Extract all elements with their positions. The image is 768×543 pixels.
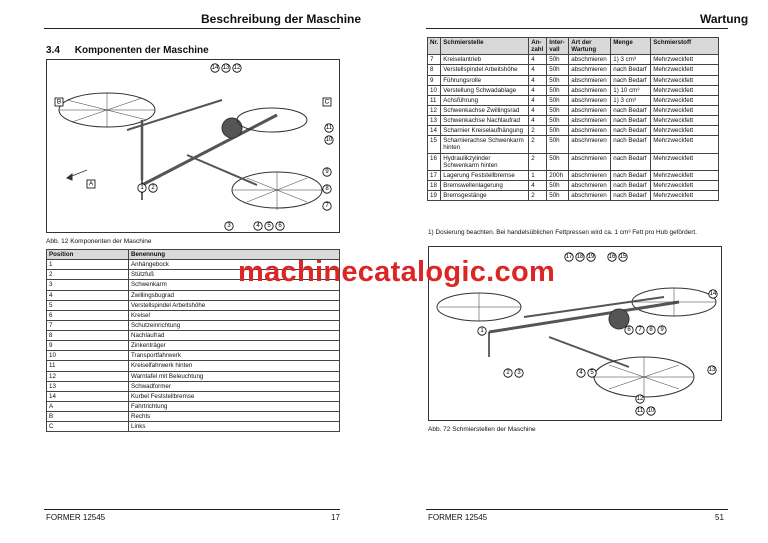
footer-model: FORMER 12545 (46, 513, 106, 522)
machine-drawing (47, 60, 341, 234)
header-rule (44, 28, 340, 29)
svg-text:10: 10 (325, 137, 333, 143)
callout-8 (323, 185, 331, 193)
box-label-a (87, 180, 95, 188)
callout-4 (254, 222, 262, 230)
callout-16 (608, 253, 616, 261)
callout-12 (233, 64, 241, 72)
table-cell: 7 (47, 320, 129, 330)
table-row (47, 422, 340, 432)
table-row (47, 300, 340, 310)
table-row (428, 170, 719, 180)
svg-text:9: 9 (660, 327, 664, 333)
svg-text:A: A (88, 180, 94, 188)
svg-text:6: 6 (278, 223, 282, 229)
table-cell: 4 (529, 116, 547, 126)
callout-8 (647, 326, 655, 334)
table-cell: Anhängebock (129, 260, 340, 270)
svg-text:13: 13 (222, 65, 230, 71)
section-heading (46, 45, 209, 56)
svg-text:3: 3 (227, 223, 231, 229)
table-cell: abschmieren (569, 105, 611, 115)
table-cell: 4 (529, 95, 547, 105)
table-cell: abschmieren (569, 170, 611, 180)
svg-text:12: 12 (636, 396, 644, 402)
table-cell: 10 (47, 351, 129, 361)
table-cell: 1) 3 cm³ (611, 95, 651, 105)
table-cell: 50h (547, 191, 569, 201)
table-cell: 8 (47, 331, 129, 341)
table-cell: abschmieren (569, 65, 611, 75)
svg-text:19: 19 (587, 254, 595, 260)
table-cell: 50h (547, 116, 569, 126)
table-cell: 2 (47, 270, 129, 280)
table-cell: 1 (47, 260, 129, 270)
callout-11 (636, 407, 644, 415)
table-cell: C (47, 422, 129, 432)
table-cell: Mehrzweckfett (651, 55, 719, 65)
table-cell: Kurbel Feststellbremse (129, 391, 340, 401)
svg-text:7: 7 (325, 203, 329, 209)
table-cell: 15 (428, 136, 441, 153)
table-cell: 8 (428, 65, 441, 75)
callout-9 (323, 168, 331, 176)
table-cell: 2 (529, 153, 547, 170)
table-cell: Mehrzweckfett (651, 65, 719, 75)
table-cell: 50h (547, 65, 569, 75)
table-cell: B (47, 412, 129, 422)
column-header-schmierstelle: Schmierstelle (441, 38, 529, 55)
svg-text:5: 5 (590, 370, 594, 376)
table-cell: nach Bedarf (611, 75, 651, 85)
table-cell: Mehrzweckfett (651, 170, 719, 180)
table-cell: Rechts (129, 412, 340, 422)
table-cell: 13 (428, 116, 441, 126)
table-row (428, 126, 719, 136)
table-cell: nach Bedarf (611, 180, 651, 190)
column-header-anzahl: An-zahl (529, 38, 547, 55)
table-cell: Mehrzweckfett (651, 153, 719, 170)
table-row (47, 412, 340, 422)
table-cell: Mehrzweckfett (651, 191, 719, 201)
table-cell: nach Bedarf (611, 170, 651, 180)
table-header-row (428, 38, 719, 55)
figure-caption: Abb. 12 Komponenten der Maschine (46, 238, 152, 245)
callout-3 (515, 369, 523, 377)
table-cell: 9 (428, 75, 441, 85)
box-label-c (323, 98, 331, 106)
svg-text:4: 4 (579, 370, 583, 376)
table-cell: 12 (428, 105, 441, 115)
figure-caption: Abb. 72 Schmierstellen der Maschine (428, 426, 536, 433)
column-header-nr: Nr. (428, 38, 441, 55)
table-cell: Mehrzweckfett (651, 95, 719, 105)
callout-4 (577, 369, 585, 377)
table-row (428, 75, 719, 85)
table-cell: Mehrzweckfett (651, 136, 719, 153)
table-cell: 50h (547, 105, 569, 115)
table-row (47, 361, 340, 371)
footer-model: FORMER 12545 (428, 513, 488, 522)
svg-text:8: 8 (325, 186, 329, 192)
table-cell: 50h (547, 136, 569, 153)
table-cell: Bremswellenlagerung (441, 180, 529, 190)
page-header: Wartung (700, 12, 749, 26)
table-cell: 1) 3 cm³ (611, 55, 651, 65)
table-row (428, 116, 719, 126)
table-cell: Schwenkachse Zwillingsrad (441, 105, 529, 115)
svg-text:16: 16 (608, 254, 616, 260)
callout-1 (478, 327, 486, 335)
table-cell: Verstellung Schwadablage (441, 85, 529, 95)
page-number: 51 (715, 513, 724, 522)
table-cell: Scharnier Kreiselaufhängung (441, 126, 529, 136)
table-cell: 1 (529, 170, 547, 180)
table-row (47, 341, 340, 351)
column-header-position: Position (47, 250, 129, 260)
table-row (47, 391, 340, 401)
table-cell: 12 (47, 371, 129, 381)
callout-7 (323, 202, 331, 210)
callout-18 (576, 253, 584, 261)
table-cell: 50h (547, 126, 569, 136)
table-cell: abschmieren (569, 126, 611, 136)
callout-7 (636, 326, 644, 334)
table-cell: Kreiselfahrwerk hinten (129, 361, 340, 371)
table-cell: 10 (428, 85, 441, 95)
table-cell: abschmieren (569, 136, 611, 153)
table-cell: 4 (529, 180, 547, 190)
table-cell: 2 (529, 136, 547, 153)
table-cell: 16 (428, 153, 441, 170)
table-cell: 6 (47, 310, 129, 320)
footer-rule (426, 509, 728, 510)
callout-6 (276, 222, 284, 230)
svg-text:15: 15 (619, 254, 627, 260)
callout-11 (325, 124, 333, 132)
column-header-benennung: Benennung (129, 250, 340, 260)
table-cell: Kreiselantrieb (441, 55, 529, 65)
table-row (47, 381, 340, 391)
table-cell: nach Bedarf (611, 105, 651, 115)
callout-19 (587, 253, 595, 261)
table-cell: 4 (529, 105, 547, 115)
table-cell: 200h (547, 170, 569, 180)
table-cell: Nachlaufrad (129, 331, 340, 341)
table-cell: 13 (47, 381, 129, 391)
table-row (428, 153, 719, 170)
table-cell: 50h (547, 153, 569, 170)
table-cell: 9 (47, 341, 129, 351)
section-title: Komponenten der Maschine (74, 45, 209, 56)
table-cell: Mehrzweckfett (651, 126, 719, 136)
callout-9 (658, 326, 666, 334)
table-cell: 50h (547, 85, 569, 95)
table-cell: Links (129, 422, 340, 432)
callout-13 (708, 366, 716, 374)
table-cell: nach Bedarf (611, 136, 651, 153)
table-cell: abschmieren (569, 191, 611, 201)
table-cell: Achsführung (441, 95, 529, 105)
svg-text:2: 2 (506, 370, 510, 376)
table-cell: Schutzeinrichtung (129, 320, 340, 330)
footer-rule (44, 509, 340, 510)
svg-text:7: 7 (638, 327, 642, 333)
callout-14 (211, 64, 219, 72)
table-cell: nach Bedarf (611, 126, 651, 136)
table-cell: 18 (428, 180, 441, 190)
table-cell: Zinkenträger (129, 341, 340, 351)
table-row (47, 310, 340, 320)
table-row (428, 65, 719, 75)
box-label-b (55, 98, 63, 106)
table-cell: 19 (428, 191, 441, 201)
table-row (428, 95, 719, 105)
callout-10 (325, 136, 333, 144)
table-cell: abschmieren (569, 75, 611, 85)
svg-text:17: 17 (565, 254, 573, 260)
section-number: 3.4 (46, 45, 60, 56)
svg-text:12: 12 (233, 65, 241, 71)
table-cell: Warntafel mit Beleuchtung (129, 371, 340, 381)
table-row (428, 85, 719, 95)
svg-text:2: 2 (151, 185, 155, 191)
table-cell: Fahrtrichtung (129, 401, 340, 411)
svg-text:13: 13 (708, 367, 716, 373)
table-cell: abschmieren (569, 116, 611, 126)
table-cell: Mehrzweckfett (651, 116, 719, 126)
table-row (428, 180, 719, 190)
machine-components-figure (46, 59, 340, 233)
table-cell: Verstellspindel Arbeitshöhe (441, 65, 529, 75)
table-cell: abschmieren (569, 180, 611, 190)
table-row (428, 136, 719, 153)
table-cell: 4 (529, 65, 547, 75)
callout-2 (149, 184, 157, 192)
table-cell: abschmieren (569, 55, 611, 65)
table-cell: 4 (529, 75, 547, 85)
table-cell: 5 (47, 300, 129, 310)
footnote: 1) Dosierung beachten. Bei handelsüblichen Fettpressen wird ca. 1 cm³ Fett pro Hub gefördert. (428, 229, 697, 236)
page-header: Beschreibung der Maschine (201, 12, 362, 26)
watermark: machinecatalogic.com (238, 256, 556, 288)
table-row (428, 105, 719, 115)
table-row (47, 351, 340, 361)
table-cell: nach Bedarf (611, 65, 651, 75)
table-cell: 17 (428, 170, 441, 180)
table-cell: 14 (428, 126, 441, 136)
table-cell: 1) 10 cm³ (611, 85, 651, 95)
table-cell: Mehrzweckfett (651, 85, 719, 95)
svg-text:8: 8 (649, 327, 653, 333)
table-cell: abschmieren (569, 85, 611, 95)
callout-14 (709, 290, 717, 298)
svg-text:11: 11 (325, 125, 333, 131)
table-cell: 3 (47, 280, 129, 290)
column-header-art: Art der Wartung (569, 38, 611, 55)
table-cell: abschmieren (569, 153, 611, 170)
table-row (47, 320, 340, 330)
table-cell: 50h (547, 55, 569, 65)
svg-text:14: 14 (211, 65, 219, 71)
table-cell: Bremsgestänge (441, 191, 529, 201)
table-cell: Scharnierachse Schwenkarm hinten (441, 136, 529, 153)
table-cell: nach Bedarf (611, 116, 651, 126)
table-cell: 2 (529, 126, 547, 136)
callout-3 (225, 222, 233, 230)
table-row (428, 55, 719, 65)
table-cell: 4 (47, 290, 129, 300)
svg-text:5: 5 (267, 223, 271, 229)
svg-text:C: C (324, 98, 330, 106)
svg-text:4: 4 (256, 223, 260, 229)
table-cell: 2 (529, 191, 547, 201)
svg-text:18: 18 (576, 254, 584, 260)
table-cell: nach Bedarf (611, 153, 651, 170)
callout-13 (222, 64, 230, 72)
table-cell: Verstellspindel Arbeitshöhe (129, 300, 340, 310)
svg-text:1: 1 (480, 328, 484, 334)
table-cell: 4 (529, 55, 547, 65)
table-cell: Zwillingsbugrad (129, 290, 340, 300)
svg-text:14: 14 (709, 291, 717, 297)
column-header-intervall: Inter-vall (547, 38, 569, 55)
table-cell: Lagerung Feststellbremse (441, 170, 529, 180)
svg-text:9: 9 (325, 169, 329, 175)
callout-5 (265, 222, 273, 230)
table-cell: 50h (547, 95, 569, 105)
callout-10 (647, 407, 655, 415)
table-cell: Führungsrolle (441, 75, 529, 85)
table-row (428, 191, 719, 201)
table-cell: 11 (47, 361, 129, 371)
table-cell: 11 (428, 95, 441, 105)
table-cell: Hydraulikzylinder Schwenkarm hinten (441, 153, 529, 170)
table-cell: A (47, 401, 129, 411)
table-cell: Stützfuß (129, 270, 340, 280)
svg-text:6: 6 (627, 327, 631, 333)
table-row (47, 401, 340, 411)
table-row (47, 290, 340, 300)
table-cell: Schwenkarm (129, 280, 340, 290)
table-cell: Schwenkachse Nachlaufrad (441, 116, 529, 126)
table-cell: 50h (547, 180, 569, 190)
header-rule (426, 28, 728, 29)
svg-text:1: 1 (140, 185, 144, 191)
table-cell: Schwadformer (129, 381, 340, 391)
table-cell: 50h (547, 75, 569, 85)
callout-2 (504, 369, 512, 377)
callout-12 (636, 395, 644, 403)
table-cell: 4 (529, 85, 547, 95)
table-cell: nach Bedarf (611, 191, 651, 201)
page-number: 17 (331, 513, 340, 522)
table-cell: Kreisel (129, 310, 340, 320)
callout-1 (138, 184, 146, 192)
callout-5 (588, 369, 596, 377)
table-row (47, 331, 340, 341)
table-cell: Transportfahrwerk (129, 351, 340, 361)
svg-text:3: 3 (517, 370, 521, 376)
table-cell: abschmieren (569, 95, 611, 105)
table-row (47, 371, 340, 381)
callout-6 (625, 326, 633, 334)
table-cell: Mehrzweckfett (651, 105, 719, 115)
column-header-menge: Menge (611, 38, 651, 55)
callout-17 (565, 253, 573, 261)
table-cell: Mehrzweckfett (651, 75, 719, 85)
svg-text:11: 11 (636, 408, 644, 414)
svg-text:10: 10 (647, 408, 655, 414)
lubrication-table (427, 37, 719, 201)
table-cell: Mehrzweckfett (651, 180, 719, 190)
column-header-schmierstoff: Schmierstoff (651, 38, 719, 55)
table-cell: 14 (47, 391, 129, 401)
callout-15 (619, 253, 627, 261)
table-cell: 7 (428, 55, 441, 65)
svg-text:B: B (56, 98, 62, 106)
